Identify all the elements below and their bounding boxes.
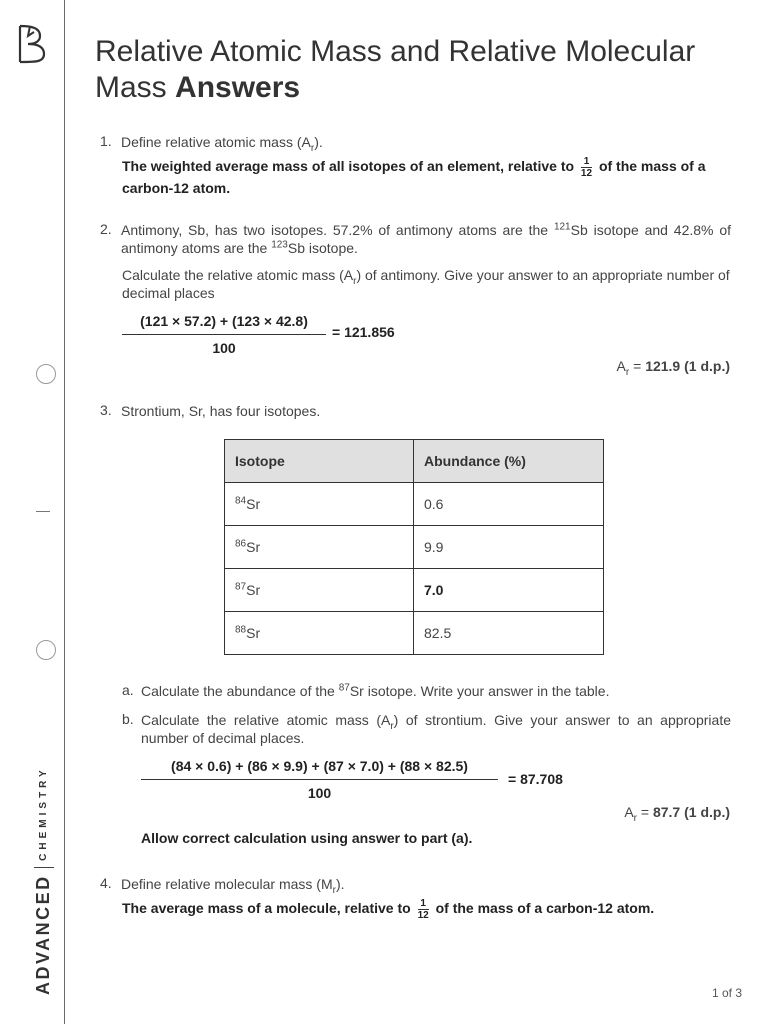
q2-iso2-mass: 123 — [271, 239, 288, 251]
q4-question-end: ). — [335, 876, 345, 892]
q2-instr-end: ) of antimony. Give your answer to an appropriate number of decimal places — [122, 267, 730, 301]
q3a-text1: Calculate the abundance of the — [141, 683, 335, 699]
brand-divider — [34, 867, 54, 869]
q2-final-eq: = — [629, 358, 646, 374]
q2-final-answer — [616, 357, 730, 378]
q1-question — [121, 133, 731, 154]
brand-main: ADVANCED — [33, 874, 53, 995]
q2-text1: Antimony, Sb, has two isotopes. 57.2% of antimony atoms are the — [121, 222, 549, 238]
q2-text3: Sb isotope. — [287, 240, 358, 256]
q2-calculation-fraction — [122, 313, 326, 356]
q3a-label: a. — [122, 682, 134, 698]
isotope-cell — [225, 612, 414, 655]
brand-wordmark — [33, 766, 54, 995]
q2-result: = 121.856 — [332, 324, 395, 340]
q4-fraction — [418, 898, 429, 921]
q3-final-value: 87.7 (1 d.p.) — [652, 804, 730, 820]
abundance-cell: 9.9 — [414, 526, 604, 569]
header-isotope: Isotope — [225, 440, 414, 483]
q2-instruction — [122, 266, 732, 302]
q4-frac-den: 12 — [417, 910, 429, 921]
q3b-text1: Calculate the relative atomic mass (A — [141, 712, 391, 728]
q3-number: 3. — [100, 402, 112, 418]
isotope-mass: 87 — [235, 581, 247, 593]
table-row — [225, 526, 604, 569]
isotope-mass: 84 — [235, 495, 247, 507]
q3b-label: b. — [122, 711, 134, 727]
q4-frac-num: 1 — [418, 898, 429, 910]
q4-answer — [122, 898, 732, 921]
q2-iso1-mass: 121 — [553, 221, 571, 233]
q1-answer-start: The weighted average mass of all isotopes of an element, relative to — [122, 158, 575, 175]
q1-answer — [122, 156, 722, 197]
q3-result: = 87.708 — [508, 771, 563, 787]
abundance-cell: 82.5 — [414, 612, 604, 655]
q1-fraction — [581, 156, 592, 179]
q2-numerator: (121 × 57.2) + (123 × 42.8) — [140, 313, 308, 329]
isotope-symbol: Sr — [246, 496, 261, 512]
q3-allow-note: Allow correct calculation using answer to part (a). — [141, 830, 473, 846]
q2-text2: Sb isotope and 42.8% of antimony atoms are the — [121, 222, 732, 256]
isotope-symbol: Sr — [246, 625, 261, 641]
q3-numerator: (84 × 0.6) + (86 × 9.9) + (87 × 7.0) + (88 × 82.5) — [171, 758, 468, 774]
q3b-sub: r — [390, 720, 394, 732]
abundance-cell: 0.6 — [414, 483, 604, 526]
q4-answer-start: The average mass of a molecule, relative to — [122, 900, 411, 917]
q2-instr-start: Calculate the relative atomic mass (A — [122, 267, 354, 283]
q3a-text2: Sr isotope. Write your answer in the table. — [349, 683, 610, 699]
q2-question — [121, 221, 731, 257]
q3-denominator: 100 — [307, 785, 332, 801]
q1-number: 1. — [100, 133, 112, 149]
q3-final-answer — [624, 803, 730, 824]
abundance-cell-answer: 7.0 — [414, 569, 604, 612]
table-row — [225, 569, 604, 612]
q2-final-label: A — [616, 358, 626, 374]
punch-hole-icon — [36, 364, 56, 384]
fold-mark — [36, 511, 50, 512]
q2-final-sub: r — [625, 366, 630, 378]
isotope-symbol: Sr — [246, 539, 261, 555]
title-bold: Answers — [175, 71, 301, 104]
q2-instr-sub: r — [353, 275, 357, 287]
q3-calculation-fraction — [141, 758, 498, 801]
q3-final-sub: r — [633, 812, 637, 824]
q1-answer-end: of the mass of a carbon-12 atom. — [122, 158, 706, 196]
q2-final-value: 121.9 (1 d.p.) — [645, 358, 730, 374]
title-main: Relative Atomic Mass and Relative Molecular Mass — [95, 35, 696, 104]
q1-frac-num: 1 — [581, 156, 592, 168]
q1-question-sub: r — [310, 142, 315, 154]
punch-hole-icon — [36, 640, 56, 660]
page-title — [95, 34, 745, 106]
isotope-symbol: Sr — [246, 582, 261, 598]
brand-sub: CHEMISTRY — [38, 766, 49, 861]
q3a-mass: 87 — [338, 682, 350, 694]
table-row — [225, 612, 604, 655]
q1-frac-den: 12 — [580, 168, 593, 179]
q4-question-sub: r — [332, 884, 336, 896]
q2-number: 2. — [100, 221, 112, 237]
q1-question-text: Define relative atomic mass (A — [121, 134, 311, 150]
q4-number: 4. — [100, 875, 112, 891]
q2-denominator: 100 — [212, 340, 236, 356]
isotope-mass: 88 — [235, 624, 247, 636]
table-row — [225, 483, 604, 526]
page-number: 1 of 3 — [711, 986, 742, 1000]
q3b-text2: ) of strontium. Give your answer to an appropriate number of decimal places. — [141, 712, 731, 746]
q4-question-text: Define relative molecular mass (M — [121, 876, 333, 892]
q4-answer-end: of the mass of a carbon-12 atom. — [435, 900, 655, 917]
q3-final-label: A — [624, 804, 634, 820]
q3-final-eq: = — [637, 804, 653, 820]
q3b-text — [141, 711, 731, 747]
brand-logo-icon — [14, 22, 50, 66]
isotope-cell — [225, 569, 414, 612]
header-abundance: Abundance (%) — [414, 440, 604, 483]
q4-question — [121, 875, 731, 896]
q3a-text — [141, 682, 731, 700]
isotope-cell — [225, 483, 414, 526]
margin-line — [64, 0, 65, 1024]
table-header-row — [225, 440, 604, 483]
q1-question-end: ). — [314, 134, 323, 150]
isotope-cell — [225, 526, 414, 569]
isotope-table — [224, 439, 604, 655]
isotope-mass: 86 — [235, 538, 247, 550]
q3-question: Strontium, Sr, has four isotopes. — [121, 403, 321, 419]
